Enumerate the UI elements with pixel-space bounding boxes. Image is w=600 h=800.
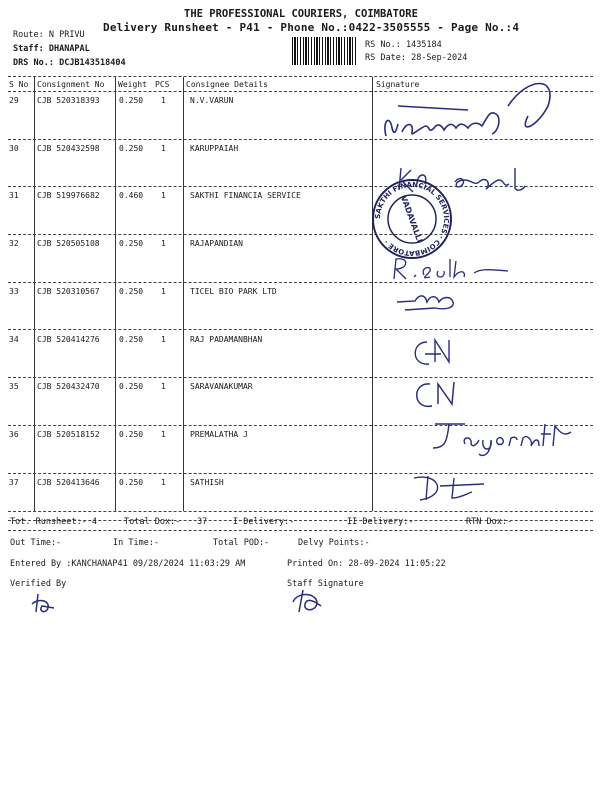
col-weight: Weight <box>118 80 147 89</box>
cell-consignment: CJB 520414276 <box>37 334 100 344</box>
col-sno: S No <box>9 80 29 89</box>
cell-consignee: SARAVANAKUMAR <box>190 382 253 392</box>
cell-weight: 0.250 <box>119 382 144 392</box>
cell-consignment: CJB 520432470 <box>37 382 100 392</box>
cell-consignee: RAJ PADAMANBHAN <box>190 334 263 344</box>
rtn-dox: RTN Dox:- <box>466 517 513 527</box>
i-delivery: I Delivery:- <box>233 517 295 527</box>
rs-no-value: 1435184 <box>405 40 442 50</box>
cell-weight: 0.250 <box>119 429 144 439</box>
cell-pcs: 1 <box>161 286 166 296</box>
signature-row-37 <box>410 470 490 504</box>
cell-weight: 0.250 <box>119 239 144 249</box>
cell-consignment: CJB 520518152 <box>37 429 100 439</box>
cell-consignee: KARUPPAIAH <box>190 143 239 153</box>
cell-weight: 0.250 <box>119 96 144 105</box>
cell-pcs: 1 <box>161 334 166 344</box>
cell-weight: 0.250 <box>119 477 144 487</box>
cell-sno: 30 <box>9 143 19 153</box>
cell-sno: 33 <box>9 286 19 296</box>
rs-no-line <box>365 40 442 50</box>
cell-consignment: CJB 519976682 <box>37 191 100 201</box>
cell-weight: 0.250 <box>119 286 144 296</box>
col-consignee: Consignee Details <box>186 80 268 89</box>
signature-row-36 <box>425 418 575 458</box>
staff-label: Staff: <box>13 44 44 54</box>
cell-pcs: 1 <box>161 239 166 249</box>
table-row <box>0 474 600 522</box>
totals-bottom-rule <box>8 530 593 531</box>
staff-signature <box>289 586 325 616</box>
company-stamp <box>371 178 453 260</box>
cell-consignee: SATHISH <box>190 477 224 487</box>
cell-consignee: TICEL BIO PARK LTD <box>190 286 277 296</box>
runsheet-title: Delivery Runsheet - P41 - Phone No.:0422-3505555 - Page No.:4 <box>103 21 520 34</box>
total-dox-label: Total Dox:- <box>124 517 181 527</box>
cell-weight: 0.250 <box>119 143 144 153</box>
signature-row-34 <box>405 332 465 372</box>
total-dox-value: 37 <box>197 517 208 527</box>
drs-value: DCJB143518404 <box>59 58 126 68</box>
cell-consignment: CJB 520505108 <box>37 239 100 249</box>
drs-line <box>13 58 126 68</box>
cell-weight: 0.250 <box>119 334 144 344</box>
cell-sno: 37 <box>9 477 19 487</box>
delvy-points: Delvy Points:- <box>298 538 370 548</box>
out-time: Out Time:- <box>10 538 62 548</box>
cell-sno: 36 <box>9 429 19 439</box>
drs-label: DRS No.: <box>13 58 54 68</box>
table-row <box>0 283 600 331</box>
route-value: N PRIVU <box>48 30 85 40</box>
totals-top-rule <box>8 511 593 512</box>
total-pod: Total POD:- <box>213 538 270 548</box>
cell-consignee: SAKTHI FINANCIA SERVICE <box>190 191 301 201</box>
route-line <box>13 30 85 40</box>
in-time: In Time:- <box>113 538 160 548</box>
signature-row-29 <box>378 66 558 146</box>
cell-consignment: CJB 520318393 <box>37 96 100 105</box>
cell-consignment: CJB 520413646 <box>37 477 100 487</box>
table-row <box>0 331 600 379</box>
barcode <box>292 37 358 65</box>
cell-pcs: 1 <box>161 382 166 392</box>
rs-no-label: RS No.: <box>365 40 401 50</box>
cell-weight: 0.460 <box>119 191 144 201</box>
company-name: THE PROFESSIONAL COURIERS, COIMBATORE <box>184 8 418 20</box>
rs-date-line <box>365 53 467 63</box>
cell-sno: 34 <box>9 334 19 344</box>
cell-pcs: 1 <box>161 477 166 487</box>
verified-by-label: Verified By <box>10 579 67 589</box>
stamp-ring-text: SAKTHI FINANCIAL SERVICES · COIMBATORE · <box>373 180 451 258</box>
col-consignment: Consignment No <box>37 80 105 89</box>
printed-on: Printed On: 28-09-2024 11:05:22 <box>287 559 446 569</box>
cell-pcs: 1 <box>161 429 166 439</box>
cell-pcs: 1 <box>161 191 166 201</box>
cell-sno: 31 <box>9 191 19 201</box>
cell-consignment: CJB 520432598 <box>37 143 100 153</box>
cell-consignee: N.V.VARUN <box>190 96 234 105</box>
signature-row-33 <box>395 290 475 315</box>
staff-value: DHANAPAL <box>48 44 90 54</box>
col-pcs: PCS <box>155 80 170 89</box>
cell-sno: 35 <box>9 382 19 392</box>
entered-by: Entered By :KANCHANAP41 09/28/2024 11:03:29 AM <box>10 559 246 569</box>
cell-sno: 29 <box>9 96 19 105</box>
cell-pcs: 1 <box>161 96 166 105</box>
staff-line <box>13 44 90 54</box>
staff-signature-label: Staff Signature <box>287 579 364 589</box>
verified-by-signature <box>28 590 58 616</box>
cell-consignee: RAJAPANDIAN <box>190 239 243 249</box>
cell-consignee: PREMALATHA J <box>190 429 248 439</box>
rs-date-value: 28-Sep-2024 <box>411 53 468 63</box>
rs-date-label: RS Date: <box>365 53 406 63</box>
signature-row-35 <box>408 374 468 414</box>
ii-delivery: II Delivery:- <box>347 517 414 527</box>
cell-consignment: CJB 520310567 <box>37 286 100 296</box>
col-signature: Signature <box>376 80 420 89</box>
table-row <box>0 235 600 283</box>
cell-pcs: 1 <box>161 143 166 153</box>
stamp-center-text: VADAVALLI <box>398 194 425 244</box>
route-label: Route: <box>13 30 44 40</box>
tot-runsheet: Tot. Runsheet:- 4 <box>10 517 97 527</box>
cell-sno: 32 <box>9 239 19 249</box>
